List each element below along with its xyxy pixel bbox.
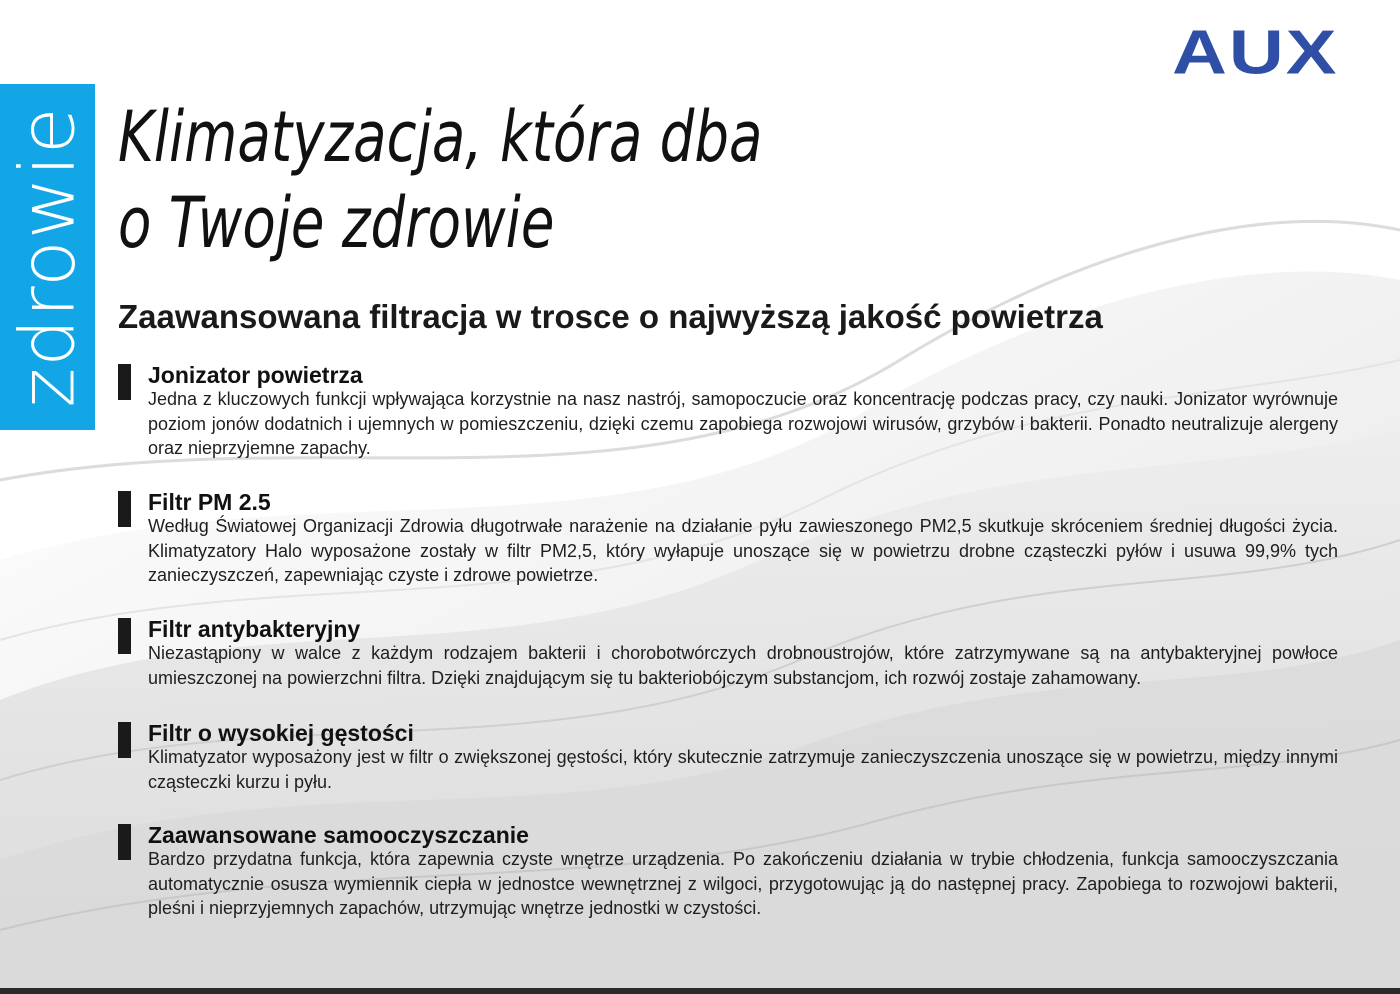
feature-marker bbox=[118, 491, 131, 527]
feature-marker bbox=[118, 722, 131, 758]
subheadline: Zaawansowana filtracja w trosce o najwyższą jakość powietrza bbox=[118, 298, 1103, 335]
feature-body: Niezastąpiony w walce z każdym rodzajem bakterii i chorobotwórczych drobnoustrojów, które zatrzymywane są na antybakteryjnej powłoce umieszczonej na powierzchni filtra. Dzięki znajdującym się tu bakteriobójczym substancjom, ich rozwój zostaje zahamowany. bbox=[148, 643, 1338, 688]
feature-jonizator bbox=[118, 362, 1340, 462]
headline-line-1: Klimatyzacja, która dba bbox=[118, 96, 763, 178]
feature-title: Filtr antybakteryjny bbox=[148, 616, 361, 642]
feature-samooczyszczanie bbox=[118, 822, 1340, 922]
side-tab-label: zdrowie bbox=[2, 106, 92, 408]
feature-pm25 bbox=[118, 489, 1340, 589]
headline-line-2: o Twoje zdrowie bbox=[118, 182, 555, 264]
feature-marker bbox=[118, 364, 131, 400]
bottom-rule bbox=[0, 988, 1400, 994]
feature-title: Filtr o wysokiej gęstości bbox=[148, 720, 414, 746]
feature-body: Klimatyzator wyposażony jest w filtr o zwiększonej gęstości, który skutecznie zatrzymuje zanieczyszczenia unoszące się w powietrzu, między innymi cząsteczki kurzu i pyłu. bbox=[148, 747, 1338, 792]
feature-wysoka-gestosc bbox=[118, 720, 1340, 800]
side-tab-label-wrap bbox=[0, 84, 95, 430]
feature-marker bbox=[118, 824, 131, 860]
feature-title: Zaawansowane samooczyszczanie bbox=[148, 822, 529, 848]
aux-logo: AUX bbox=[1172, 17, 1339, 88]
feature-title: Jonizator powietrza bbox=[148, 362, 363, 388]
feature-marker bbox=[118, 618, 131, 654]
feature-body: Według Światowej Organizacji Zdrowia długotrwałe narażenie na działanie pyłu zawieszonego PM2,5 skutkuje skróceniem średniej długości życia. Klimatyzatory Halo wyposażone zostały w filtr PM2,5, który wyłapuje unoszące się w powietrzu drobne cząsteczki pyłów i usuwa 99,9% tych zanieczyszczeń, zapewniając czyste i zdrowe powietrze. bbox=[148, 516, 1338, 585]
feature-body: Jedna z kluczowych funkcji wpływająca korzystnie na nasz nastrój, samopoczucie oraz koncentrację podczas pracy, czy nauki. Jonizator wyrównuje poziom jonów dodatnich i ujemnych w pomieszczeniu, dzięki czemu zapobiega rozwojowi wirusów, grzybów i bakterii. Ponadto neutralizuje alergeny oraz nieprzyjemne zapachy. bbox=[148, 389, 1338, 458]
feature-body: Bardzo przydatna funkcja, która zapewnia czyste wnętrze urządzenia. Po zakończeniu działania w trybie chłodzenia, funkcja samooczyszczania automatycznie osusza wymiennik ciepła w jednostce wewnętrznej z wilgoci, przygotowując ją do następnej pracy. Zapobiega to rozwojowi bakterii, pleśni i nieprzyjemnych zapachów, utrzymując wnętrze jednostki w czystości. bbox=[148, 849, 1338, 918]
feature-title: Filtr PM 2.5 bbox=[148, 489, 271, 515]
feature-antybakteryjny bbox=[118, 616, 1340, 696]
headline bbox=[118, 94, 820, 266]
